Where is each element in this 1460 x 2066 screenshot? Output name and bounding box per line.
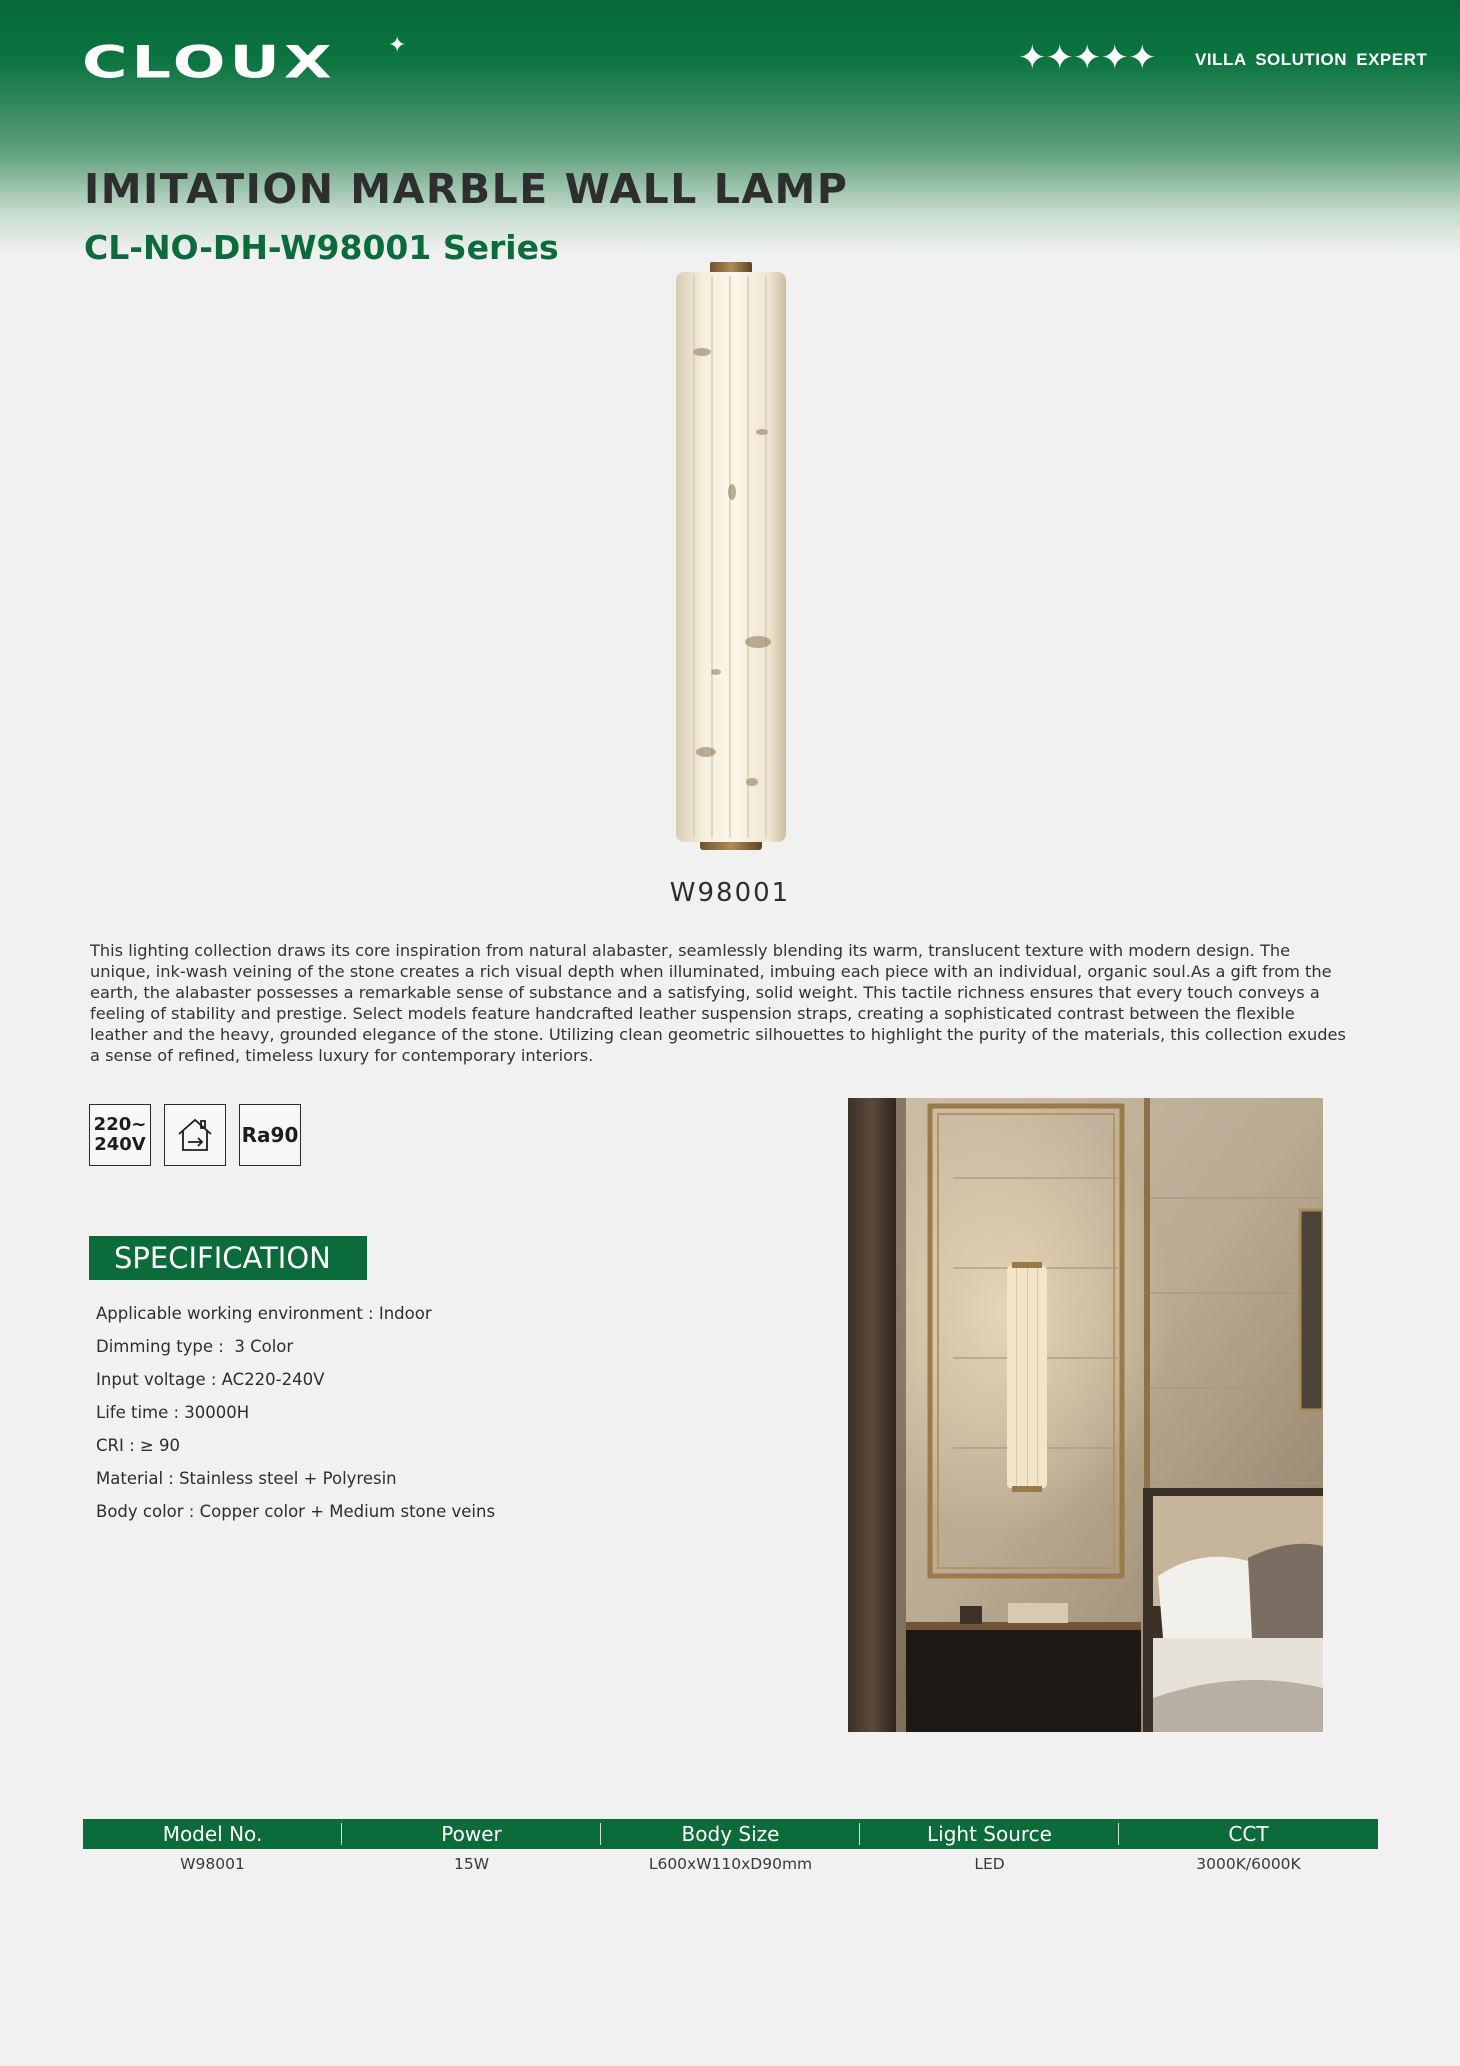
product-table (83, 1819, 1378, 1879)
cri-badge: Ra90 (239, 1104, 301, 1166)
spec-material: Material : Stainless steel + Polyresin (96, 1469, 397, 1488)
feature-badges (89, 1104, 301, 1166)
spec-lifetime: Life time : 30000H (96, 1403, 250, 1422)
indoor-house-icon (164, 1104, 226, 1166)
interior-scene-photo (848, 1098, 1323, 1732)
product-title: IMITATION MARBLE WALL LAMP (84, 165, 849, 213)
spec-cri: CRI : ≥ 90 (96, 1436, 180, 1455)
table-header (83, 1819, 1378, 1849)
table-cell-cct: 3000K/6000K (1196, 1855, 1301, 1873)
product-model-caption: W98001 (669, 878, 791, 908)
product-description: This lighting collection draws its core inspiration from natural alabaster, seamlessly blending its warm, translucent texture with modern design. The unique, ink-wash veining of the stone creates a rich visual depth when illuminated, imbuing each piece with an individual, organic soul.As a gift from the earth, the alabaster possesses a remarkable sense of substance and a satisfying, solid weight. This tactile richness ensures that every touch conveys a feeling of stability and prestige. Select models feature handcrafted leather suspension straps, creating a sophisticated contrast between the flexible leather and the heavy, grounded elegance of the stone. Utilizing clean geometric silhouettes to highlight the purity of the materials, this collection exudes a sense of refined, timeless luxury for contemporary interiors. (90, 941, 1346, 1065)
logo-text: CLOUX (82, 35, 336, 89)
voltage-badge (89, 1104, 151, 1166)
table-cell-power: 15W (453, 1855, 490, 1873)
table-header-cct: CCT (1228, 1822, 1269, 1846)
brand-logo (82, 32, 442, 102)
table-header-model: Model No. (83, 1819, 342, 1849)
table-header-power: Power (342, 1819, 601, 1849)
table-header-light-source: Light Source (860, 1819, 1119, 1849)
specification-list (96, 1302, 495, 1533)
specification-heading: SPECIFICATION (89, 1236, 367, 1280)
lamp-product-image (672, 262, 790, 850)
table-header-body-size: Body Size (601, 1819, 860, 1849)
table-cell-light-source: LED (974, 1855, 1005, 1873)
voltage-badge-line1: 220~ (93, 1114, 147, 1135)
brand-tagline: VILLA SOLUTION EXPERT (1195, 50, 1428, 69)
product-series: CL-NO-DH-W98001 Series (84, 228, 559, 267)
spec-body-color: Body color : Copper color + Medium stone veins (96, 1502, 496, 1521)
spec-dimming: Dimming type : 3 Color (96, 1337, 294, 1356)
rating-stars: ✦✦✦✦✦ (1018, 38, 1156, 78)
table-cell-model: W98001 (180, 1855, 245, 1873)
table-row (83, 1849, 1378, 1879)
spec-environment: Applicable working environment : Indoor (96, 1304, 432, 1323)
table-cell-body-size: L600xW110xD90mm (648, 1855, 813, 1873)
spec-input-voltage: Input voltage : AC220-240V (96, 1370, 325, 1389)
logo-sparkle-icon: ✦ (388, 32, 407, 57)
voltage-badge-line2: 240V (94, 1134, 146, 1155)
